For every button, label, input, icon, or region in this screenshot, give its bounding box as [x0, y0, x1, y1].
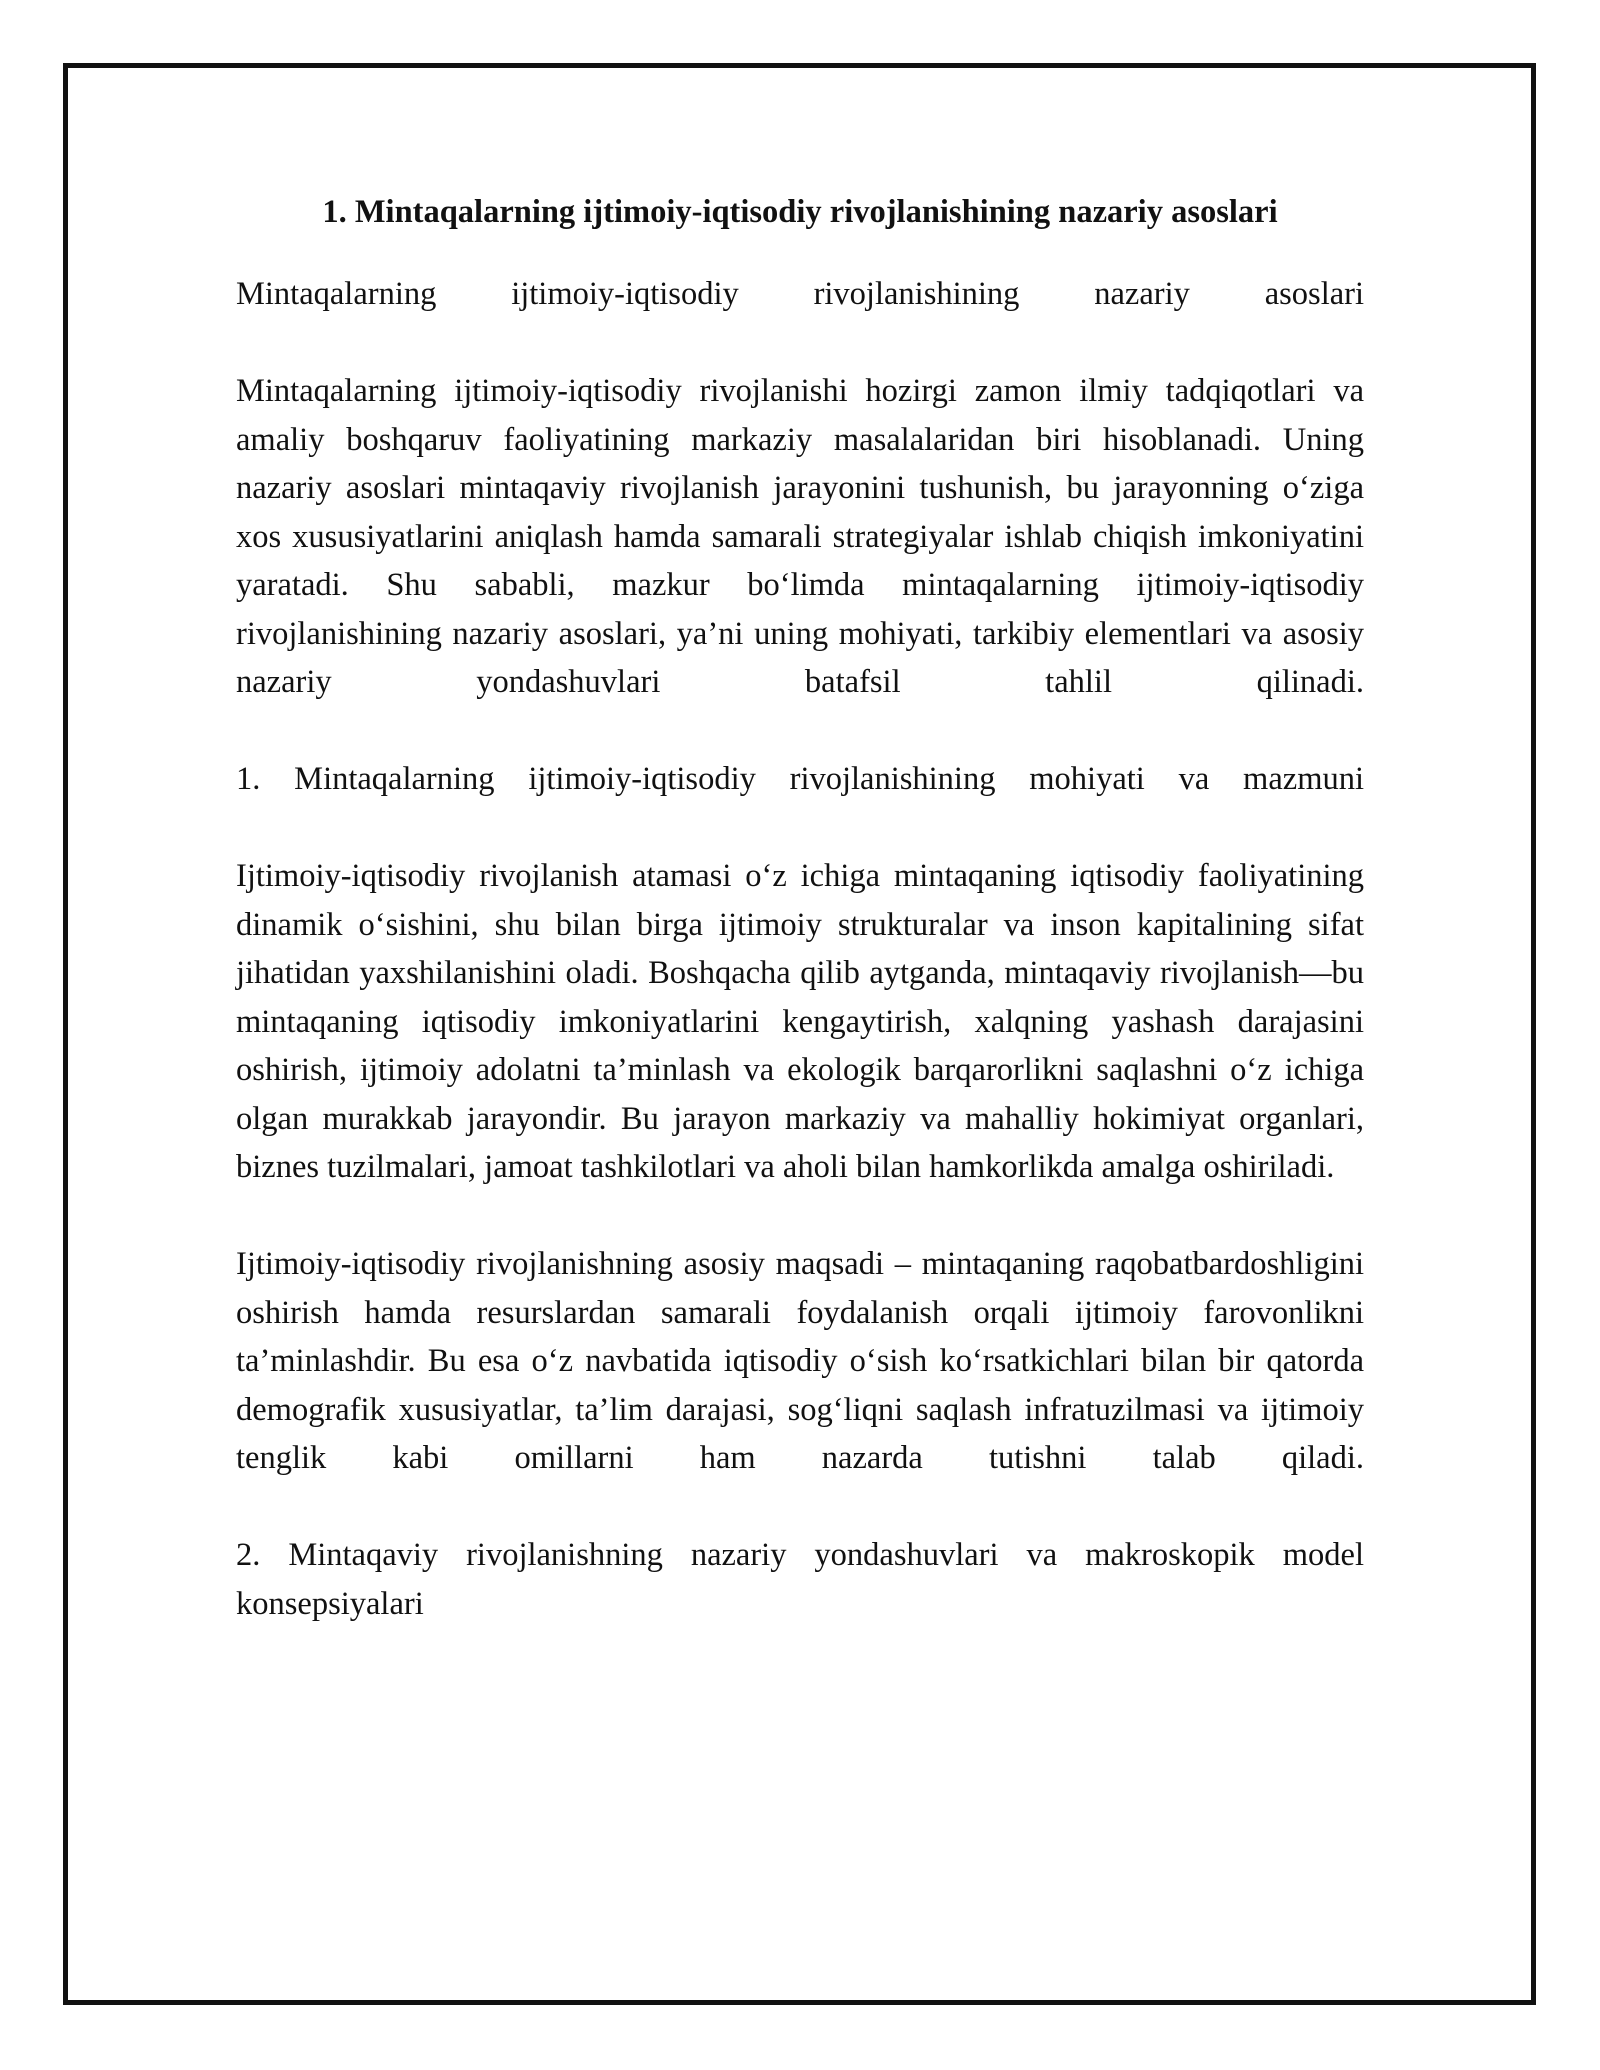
subtitle-paragraph: Mintaqalarning ijtimoiy-iqtisodiy rivojlanishining nazariy asoslari: [236, 276, 1364, 312]
paragraph-gap: [236, 1192, 1364, 1241]
document-title: 1. Mintaqalarning ijtimoiy-iqtisodiy rivojlanishining nazariy asoslari: [322, 194, 1278, 230]
paragraph-gap: [236, 1483, 1364, 1532]
intro-paragraph: Mintaqalarning ijtimoiy-iqtisodiy rivojlanishi hozirgi zamon ilmiy tadqiqotlari va amaliy boshqaruv faoliyatining markaziy masalalaridan biri hisoblanadi. Uning nazariy asoslari mintaqaviy rivojlanish jarayonini tushunish, bu jarayonning o‘ziga xos xususiyatlarini aniqlash hamda samarali strategiyalar ishlab chiqish imkoniyatini yaratadi. Shu sababli, mazkur bo‘limda mintaqalarning ijtimoiy-iqtisodiy rivojlanishining nazariy asoslari, ya’ni uning mohiyati, tarkibiy elementlari va asosiy nazariy yondashuvlari batafsil tahlil qilinadi.: [236, 373, 1364, 700]
section-heading-1: 1. Mintaqalarning ijtimoiy-iqtisodiy rivojlanishining mohiyati va mazmuni: [236, 761, 1364, 797]
section-heading-2: 2. Mintaqaviy rivojlanishning nazariy yondashuvlari va makroskopik model konsepsiyalari: [236, 1537, 1364, 1622]
paragraph-gap: [236, 707, 1364, 756]
body-paragraph-2: Ijtimoiy-iqtisodiy rivojlanishning asosiy maqsadi – mintaqaning raqobatbardoshligini oshirish hamda resurslardan samarali foydalanish orqali ijtimoiy farovonlikni ta’minlashdir. Bu esa o‘z navbatida iqtisodiy o‘sish ko‘rsatkichlari bilan bir qatorda demografik xususiyatlar, ta’lim darajasi, sog‘liqni saqlash infratuzilmasi va ijtimoiy tenglik kabi omillarni ham nazarda tutishni talab qiladi.: [236, 1246, 1364, 1476]
paragraph-gap: [236, 319, 1364, 368]
body-paragraph-1: Ijtimoiy-iqtisodiy rivojlanish atamasi o‘z ichiga mintaqaning iqtisodiy faoliyatining dinamik o‘sishini, shu bilan birga ijtimoiy strukturalar va inson kapitalining sifat jihatidan yaxshilanishini oladi. Boshqacha qilib aytganda, mintaqaviy rivojlanish—bu mintaqaning iqtisodiy imkoniyatlarini kengaytirish, xalqning yashash darajasini oshirish, ijtimoiy adolatni ta’minlash va ekologik barqarorlikni saqlashni o‘z ichiga olgan murakkab jarayondir. Bu jarayon markaziy va mahalliy hokimiyat organlari, biznes tuzilmalari, jamoat tashkilotlari va aholi bilan hamkorlikda amalga oshiriladi.: [236, 858, 1364, 1185]
document-body: [236, 188, 1364, 1628]
paragraph-gap: [236, 804, 1364, 853]
